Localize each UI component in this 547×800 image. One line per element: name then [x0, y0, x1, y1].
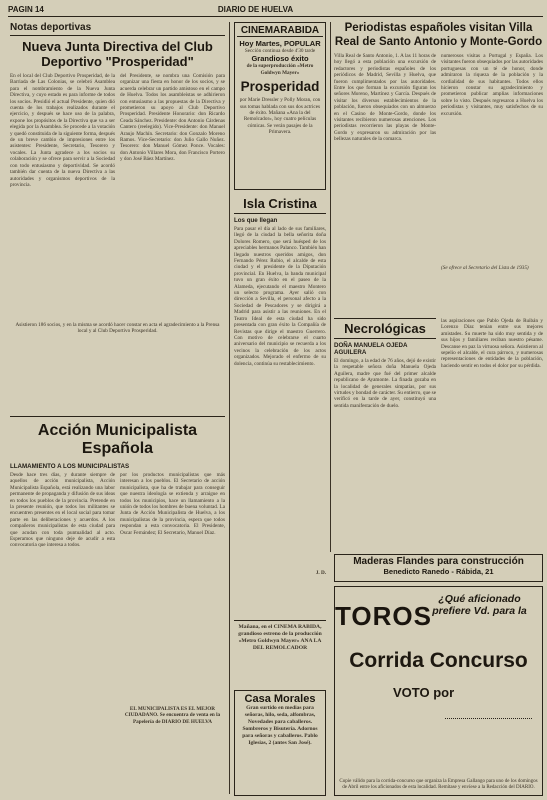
ad-line-2: Sección continua desde 4'30 tarde	[244, 48, 316, 54]
toros-banner: TOROS	[335, 601, 432, 631]
article-subhead: DOÑA MANUELA OJEDA AGUILERA	[334, 342, 408, 356]
article-column-1: En el local del Club Deportivo Prosperidad, de la Barriada de Las Colonias, se celebró Asamblea para el nombramiento de la Nueva Junta Directiva, y cuyo estado es para informe de todos los socios. Presidió el actual Presidente, quien dió cuenta de los trabajos realizados durante el ejercicio, y después se hace uso de la palabra, expone los propósitos de la Directiva que va a ser elegida por la Asamblea. Se procede a la votación y quedó constituida de la siguiente forma, después de un breve cambio de impresiones entre los asistentes: Presidente, Secretario, Tesorero y vocales. La Junta agradece a los socios su colaboración y se ofrece para servir a la Sociedad con todo entusiasmo y deportividad. Se acordó también dar cuenta de la nueva Directiva a las autoridades y organismos deportivos de la provincia.	[10, 73, 115, 188]
section-title: Notas deportivas	[10, 22, 225, 36]
article-subhead: LLAMAMIENTO A LOS MUNICIPALISTAS	[10, 463, 130, 470]
article-column-2: del Presidente, se nombra una Comisión para organizar una fiesta en honor de los socios, y se acuerda celebrar un partido amistoso en el campo de Huelva. Todos los asambleístas se adhirieron con entusiasmo a las propuestas de la Directiva y prometieron su apoyo al Club Deportivo Prosperidad. Presidente Honorario: don Ricardo Ceada Sánchez. Presidente: don Antonio Cárdenas Cantero (reelegido). Vice-Presidente: don Manuel Araujo Machín. Secretario: don Gonzalo Moreno Ramos. Vice-Secretario: don Julio Gallo Nuñez. Tesorero: don Manuel Gómez Ponce. Vocales: don Antonio Villares Mora, don Francisco Portero y don José Báez Martínez.	[120, 73, 225, 163]
paper-name: DIARIO DE HUELVA	[217, 4, 294, 14]
article-column-2: las aspiraciones que Pablo Ojeda de Ruibán y Lorenzo Díaz tenían entre sus mejores amistades. Su muerte ha sido muy sentida y de sus hijos y familiares reciban nuestro pésame. Descanse en paz la virtuosa señora. Asistieron al sepelio el alcalde, el cura párroco, y numerosas representaciones de entidades de la población, haciendo sentir en todos el dolor por su pérdida.	[441, 318, 543, 369]
casa-morales-ad	[234, 690, 326, 796]
article-headline: Nueva Junta Directiva del Club Deportivo "Prosperidad"	[22, 39, 213, 69]
ad-body: Gran surtido en medias para señoras, hilo, seda, alfombras, Novedades para caballeros. Sombreros y Bisutería. Adornos para señoras y caballeros. Pablo Iglesias, 2 (antes San José).	[242, 705, 318, 746]
ad-line-3: Grandioso éxito	[251, 54, 309, 64]
ad-line-1: Maderas Flandes para construcción	[353, 556, 524, 567]
article-headline: Acción Municipalista Española	[37, 422, 198, 457]
ad-title: CINEMARABIDA	[237, 25, 323, 37]
article-column-2: numerosos visitas a Portugal y España. Los visitantes fueron obsequiados por las autoridades portuguesas con un té de honor, donde admiraron la riqueza de la población y la cordialidad de sus habitantes. Todos ellos hicieron constar su agradecimiento y prometieron publicar amplias informaciones sobre lo visto. Después regresaron a Huelva los periodistas y visitantes, muy satisfechos de su excursión.	[441, 53, 543, 117]
article-end-note: Asistieron 186 socios, y en la misma se acordó hacer constar en acta el agradecimiento a la Prensa local y al Club Deportivo Prosperidad.	[15, 322, 220, 335]
coupon-footer: Copie válido para la corrida-concurso que organiza la Empresa Gallango para uno de los domingos de Abril entre los aficionados de esta localidad. Remítase y envíese a la Redacción del DIARIO.	[339, 779, 538, 790]
article-column-1: Desde hace tres días, y durante siempre de aquellos de acción municipalista, Acción Municipalista Española, está realizando una labor permanente de propaganda y difusión de sus ideas en todos los pueblos de la provincia. Pretende en la presente reunión, que todos los militantes se encuentren presentes en el local social para tomar parte en las deliberaciones y acuerdos. A los compañeros municipalistas de esta ciudad para que acudan con toda puntualidad al acto. Esperamos que ninguno deje de acudir a esta convocatoria que interesa a todos.	[10, 472, 115, 549]
coupon-question-1: ¿Qué aficionado	[438, 593, 521, 605]
ad-title: Casa Morales	[244, 693, 316, 705]
article-headline: Isla Cristina	[234, 196, 326, 214]
column-rule	[229, 22, 230, 794]
article-body: Para pasar el día al lado de sus familiares, llegó de la ciudad la bella señorita doña Dolores Romero, que será huésped de los apreciables hermanos Palanco. También han llegado nuestros queridos amigos, don Fernando Pérez Rubio, el alcalde de esta ciudad y el presidente de la Diputación provincial. En Huelva, la banda municipal tuvo un gran éxito en el paseo de la Alameda, ejecutando el maestro Montero un selecto programa. Ayer salió con dirección a Sevilla, el personal afecto a la Sociedad de Pescadores y se dirigirá a Madrid para asistir a las reuniones. En el Teatro Ideal de esta ciudad ha sido presentada con gran éxito la Compañía de Revistas que dirige el maestro Guerrero. Con motivo de celebrarse el cuarto aniversario del municipio se recuerda a los vecinos la celebración de los actos organizados. Mejorado el enfermo de su dolencia, continúa su restablecimiento.	[234, 226, 326, 367]
corrida-concurso-coupon	[334, 586, 543, 796]
isla-cinema-promo	[234, 620, 326, 690]
accion-municipalista-article	[10, 416, 225, 797]
article-signature: (Se ofrece al Secretario del Lista de 1935)	[441, 265, 529, 271]
maderas-ad	[334, 554, 543, 582]
coupon-vote-label: VOTO por	[393, 685, 455, 700]
article-headline: Necrológicas	[334, 318, 436, 339]
page-header	[8, 2, 543, 17]
article-column-1: El domingo, a la edad de 76 años, dejó de existir la respetable señora doña Manuela Ojeda Aguilera, madre que fué del primer alcalde republicano de Ayamonte. La finada gozaba en la localidad de generales simpatías, por sus virtudes y bondad de carácter. Su entierro, que se verificó en la tarde de ayer, constituyó una sentida manifestación de duelo.	[334, 358, 436, 409]
coupon-title: Corrida Concurso	[349, 649, 528, 672]
cinema-rabida-ad	[234, 22, 326, 190]
periodistas-article	[334, 22, 543, 322]
necrologicas-article	[334, 318, 543, 550]
ad-line-1: Hoy Martes, POPULAR	[239, 39, 321, 48]
article-subhead-1: Los que llegan	[234, 217, 278, 224]
page-number: PAGIN 14	[8, 4, 44, 14]
promo-text: Mañana, en el CINEMA RABIDA, grandioso estreno de la producción «Metro Goldwyn Mayer» ANA LA DEL REMOLCADOR	[238, 624, 322, 651]
article-column-2: por los productos municipalistas que más interesan a los pueblos. El Secretario de acción municipalista, que ha de trabajar para conseguir que nuestra ideología se extienda y arraigue en todos los municipios, hace un llamamiento a la unión de todos los hombres de buena voluntad. La Junta de Acción Municipalista de Huelva, a los municipalistas de la provincia, espera que todos respondan a esta convocatoria. El Presidente, Oscar Fernández; El Secretario, Manuel Díaz.	[120, 472, 225, 536]
article-signature: J. D.	[315, 570, 326, 576]
isla-cristina-article	[234, 196, 326, 616]
article-column-1: Villa Real de Santo Antonio, 1. A las 11 horas de hoy llegó a esta población una excursión de redactores y periodistas españoles de los periódicos de Madrid, Sevilla y Huelva, que fueron cumplimentados por las autoridades. Entre los que forman la excursión figuran los señores Moreno, Martínez y García. Después de visitar los diversos establecimientos de la población, fueron obsequiados con un almuerzo en el Casino de Monte-Gordo, donde los visitantes recibieron numerosas atenciones. Los periodistas recorrieron las playas de Monte-Gordo y expresaron su admiración por las bellezas naturales de la comarca.	[334, 53, 436, 143]
ad-cast: por Marie Dressler y Polly Moran, con sus tomas hablada con sus dos actrices de éxito. Mañana «Ana la del Remolcador», hoy cuatro películas cómicas. Se verán pasajes de la Primavera.	[239, 97, 321, 136]
article-headline: Periodistas españoles visitan Villa Real de Santo Antonio y Monte-Gordo	[334, 22, 543, 48]
coupon-question-2: prefiere Vd. para la	[432, 605, 527, 617]
article-note: EL MUNICIPALISTA ES EL MEJOR CIUDADANO. Se encuentra de venta en la Papelería de DIARIO DE HUELVA	[124, 706, 221, 725]
column-rule	[330, 22, 331, 552]
coupon-vote-line	[445, 706, 532, 719]
ad-line-4: de la superproducción «Metro Goldwyn Mayer»	[246, 63, 314, 76]
ad-line-2: Benedicto Ranedo - Rábida, 21	[383, 567, 494, 576]
notas-deportivas-article	[10, 22, 225, 352]
ad-film-title: Prosperidad	[240, 79, 320, 95]
